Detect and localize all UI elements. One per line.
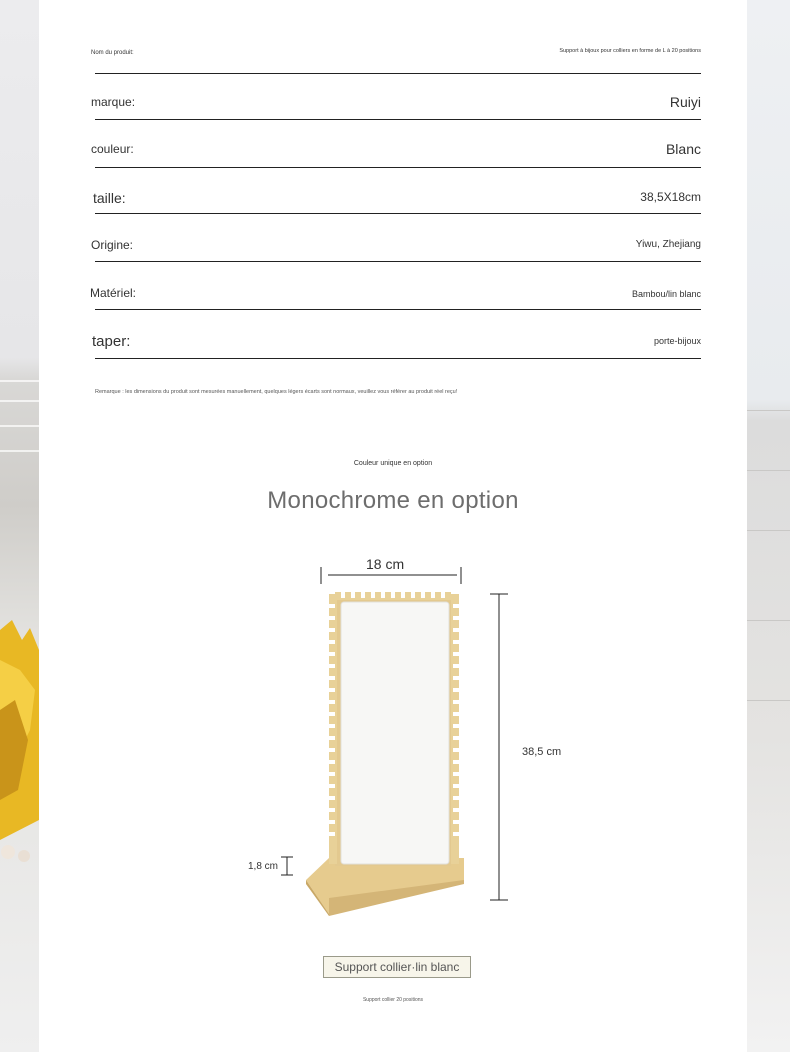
spec-label: Nom du produit: — [91, 50, 134, 56]
left-background-photo — [0, 0, 39, 1052]
spec-value: 38,5X18cm — [640, 190, 701, 204]
gold-crown-decoration — [0, 620, 39, 870]
spec-value: Yiwu, Zhejiang — [635, 239, 701, 250]
section-title: Monochrome en option — [267, 487, 519, 514]
base-thickness-label: 1,8 cm — [248, 861, 279, 872]
spec-label: marque: — [91, 95, 136, 109]
width-label: 18 cm — [366, 556, 405, 572]
spec-value: Bambou/lin blanc — [631, 289, 701, 299]
base-dimension-line — [281, 857, 293, 875]
spec-value: Blanc — [665, 141, 701, 157]
product-caption-subtitle: Support collier 20 positions — [362, 997, 424, 1003]
product-detail-page — [39, 0, 747, 1052]
bamboo-base — [306, 858, 464, 916]
product-illustration — [39, 0, 747, 1052]
linen-panel — [341, 602, 449, 864]
height-dimension-line — [490, 594, 508, 900]
measurement-note: Remarque : les dimensions du produit sont mesurées manuellement, quelques légers écarts sont normaux, veuillez vous référer au produit réel reçu! — [95, 389, 458, 395]
spec-label: Origine: — [91, 238, 134, 252]
spec-label: couleur: — [91, 142, 134, 156]
spec-value: Support à bijoux pour colliers en forme de L à 20 positions — [559, 48, 701, 54]
product-caption: Support collier·lin blanc — [323, 956, 471, 978]
spec-value: Ruiyi — [669, 94, 701, 110]
spec-value: porte-bijoux — [653, 336, 701, 346]
spec-label: Matériel: — [90, 286, 137, 300]
height-label: 38,5 cm — [522, 746, 562, 758]
section-subtitle: Couleur unique en option — [353, 460, 433, 467]
right-background-photo — [747, 0, 790, 1052]
spec-label: taper: — [92, 333, 131, 350]
spec-label: taille: — [93, 190, 126, 206]
